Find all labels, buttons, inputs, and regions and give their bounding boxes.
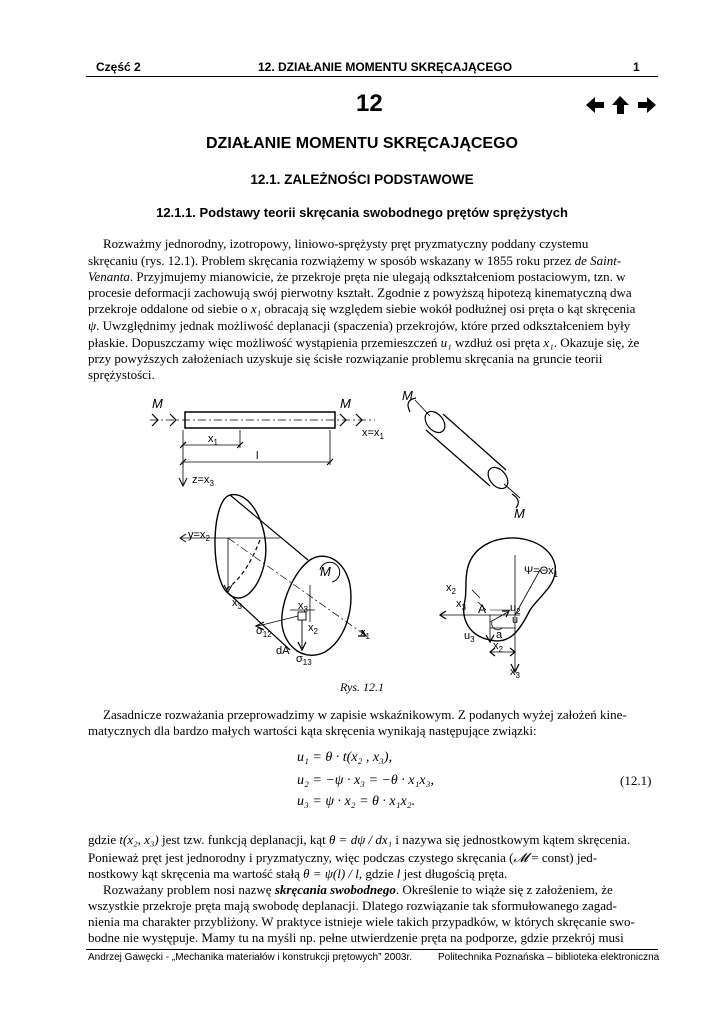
p1-line8: przy powyższych założeniach uzyskuje się ścisłe rozwiązanie problemu skręcania na gruncie teorii	[88, 351, 603, 366]
p4-line1: Rozważany problem nosi nazwę skręcania swobodnego. Określenie to wiąże się z założeniem, że	[103, 882, 613, 897]
prev-arrow-icon[interactable]	[586, 97, 604, 113]
p2-line1: Zasadnicze rozważania przeprowadzimy w zapisie wskaźnikowym. Z podanych wyżej założeń kine-	[103, 707, 627, 722]
figure-caption: Rys. 12.1	[339, 680, 385, 694]
equation-u1: u₁ = θ · t(x₂ , x₃),	[297, 750, 393, 765]
p1-line9: sprężystości.	[88, 367, 155, 382]
u2-label: $u_2$	[510, 602, 521, 616]
bar-oblique-view	[408, 398, 520, 508]
chapter-title: DZIAŁANIE MOMENTU SKRĘCAJĄCEGO	[205, 135, 518, 152]
p4-line3: nienia ma charakter przybliżony. W praktyce istnieje wiele takich przypadków, w których skręcanie swo-	[88, 914, 635, 929]
navigation-arrows	[586, 95, 658, 115]
p3-line3: nostkowy kąt skręcenia ma wartość stałą θ = ψ(l) / l, gdzie l jest długością pręta.	[88, 866, 508, 881]
p1-line5: przekroje oddalone od siebie o x₁ obracają się względem siebie wokół podłużnej osi pręta o kąt skręcenia	[88, 301, 636, 316]
moment-label-oblique-top: M	[402, 390, 413, 403]
p1-line1: Rozważmy jednorodny, izotropowy, liniowo-sprężysty pręt pryzmatyczny poddany czystemu	[103, 236, 589, 251]
chapter-number: 12	[356, 90, 383, 117]
moment-label-right: M	[340, 396, 351, 411]
p1-line6: ψ. Uwzględnimy jednak możliwość deplanacji (spaczenia) przekrojów, które przed odkształceniem były	[88, 318, 631, 333]
equation-u2: u₂ = −ψ · x₃ = −θ · x₁x₃,	[297, 773, 434, 788]
bar-3d-view	[180, 495, 366, 656]
u3-label: $u_3$	[464, 630, 475, 644]
header-rule	[86, 76, 658, 77]
x2-label-section: $x_2$	[446, 582, 456, 596]
figure-12-1	[140, 390, 580, 680]
p1-line3: Venanta. Przyjmujemy mianowicie, że przekroje pręta nie ulegają odkształceniom postaciowym, tzn. w	[88, 269, 626, 284]
equation-number: (12.1)	[620, 773, 652, 788]
p2-line2: matycznych dla bardzo małych wartości kąta skręcenia wynikają następujące związki:	[88, 723, 537, 738]
psi-theta-label: $\Psi=\Theta x_1$	[524, 565, 559, 579]
x1-axis-label-3d: $x_1$	[360, 627, 370, 641]
moment-label-left: M	[152, 396, 163, 411]
p3-line1: gdzie t(x₂, x₃) jest tzw. funkcją deplanacji, kąt θ = dψ / dx₁ i nazywa się jednostkowym kątem skręcenia.	[88, 832, 631, 847]
p1-line2: skręcaniu (rys. 12.1). Problem skręcania rozwiążemy w sposób wskazany w 1855 roku przez de Saint-	[88, 253, 622, 268]
moment-label-3d: M	[320, 564, 331, 579]
p4-line2: wszystkie przekroje pręta mają swobodę deplanacji. Dlatego rozwiązanie tak sformułowanego zagad-	[88, 898, 617, 913]
header-chapter: 12. DZIAŁANIE MOMENTU SKRĘCAJĄCEGO	[258, 60, 513, 74]
angle-a-label: a	[496, 629, 503, 641]
section-title: 12.1. ZALEŻNOŚCI PODSTAWOWE	[250, 172, 474, 187]
y-eq-x2-label: $y=x_2$	[188, 529, 210, 543]
u-label: u	[512, 614, 519, 626]
bar-side-view	[150, 412, 375, 486]
x2-dimension-label: $x_2$	[493, 640, 503, 654]
header-page-number: 1	[633, 60, 640, 74]
header-part: Część 2	[96, 60, 141, 74]
footer-library: Politechnika Poznańska – biblioteka elektroniczna	[438, 952, 660, 963]
subsection-title: 12.1.1. Podstawy teorii skręcania swobodnego prętów sprężystych	[156, 205, 568, 220]
equation-u3: u₃ = ψ · x₂ = θ · x₁x₂.	[297, 794, 416, 809]
x3-section-label: $x_3$	[298, 600, 308, 614]
p1-line4: procesie deformacji zachowują swój pierwotny kształt. Zgodnie z powyższą hipotezą kinematyczną dwa	[88, 285, 632, 300]
sigma13-label: $\sigma_{13}$	[296, 653, 312, 667]
p4-line4: bodne nie występuje. Mamy tu na myśli np. pełne utwierdzenie pręta na podporze, gdzie przekrój musi	[88, 930, 624, 945]
footer-author: Andrzej Gawęcki - „Mechanika materiałów i konstrukcji prętowych” 2003r.	[88, 952, 413, 963]
x3-axis-label-section: $x_3$	[510, 666, 520, 680]
x-eq-x1-label: $x=x_1$	[362, 427, 384, 441]
x3-axis-label-3d: $x_3$	[232, 597, 242, 611]
p3-line2: Ponieważ pręt jest jednorodny i pryzmatyczny, więc podczas czystego skręcania (𝓜 = const) jed-	[88, 850, 598, 865]
x1-dimension-label: $x_1$	[208, 433, 218, 447]
footer-rule	[86, 949, 658, 950]
point-A-label: A	[478, 602, 487, 616]
z-eq-x3-label: $z=x_3$	[192, 474, 214, 488]
moment-label-oblique-bottom: M	[514, 506, 525, 521]
dA-label: dA	[276, 645, 290, 657]
next-arrow-icon[interactable]	[638, 97, 656, 113]
length-label: l	[256, 450, 259, 462]
up-arrow-icon[interactable]	[612, 96, 629, 114]
x3-label-section: $x_3$	[456, 598, 466, 612]
x2-section-label: $x_2$	[308, 622, 318, 636]
sigma12-label: $\sigma_{12}$	[256, 625, 272, 639]
p1-line7: płaskie. Dopuszczamy więc możliwość wystąpienia przemieszczeń u₁ wzdłuż osi pręta x₁. Okazuje się, że	[88, 335, 640, 350]
